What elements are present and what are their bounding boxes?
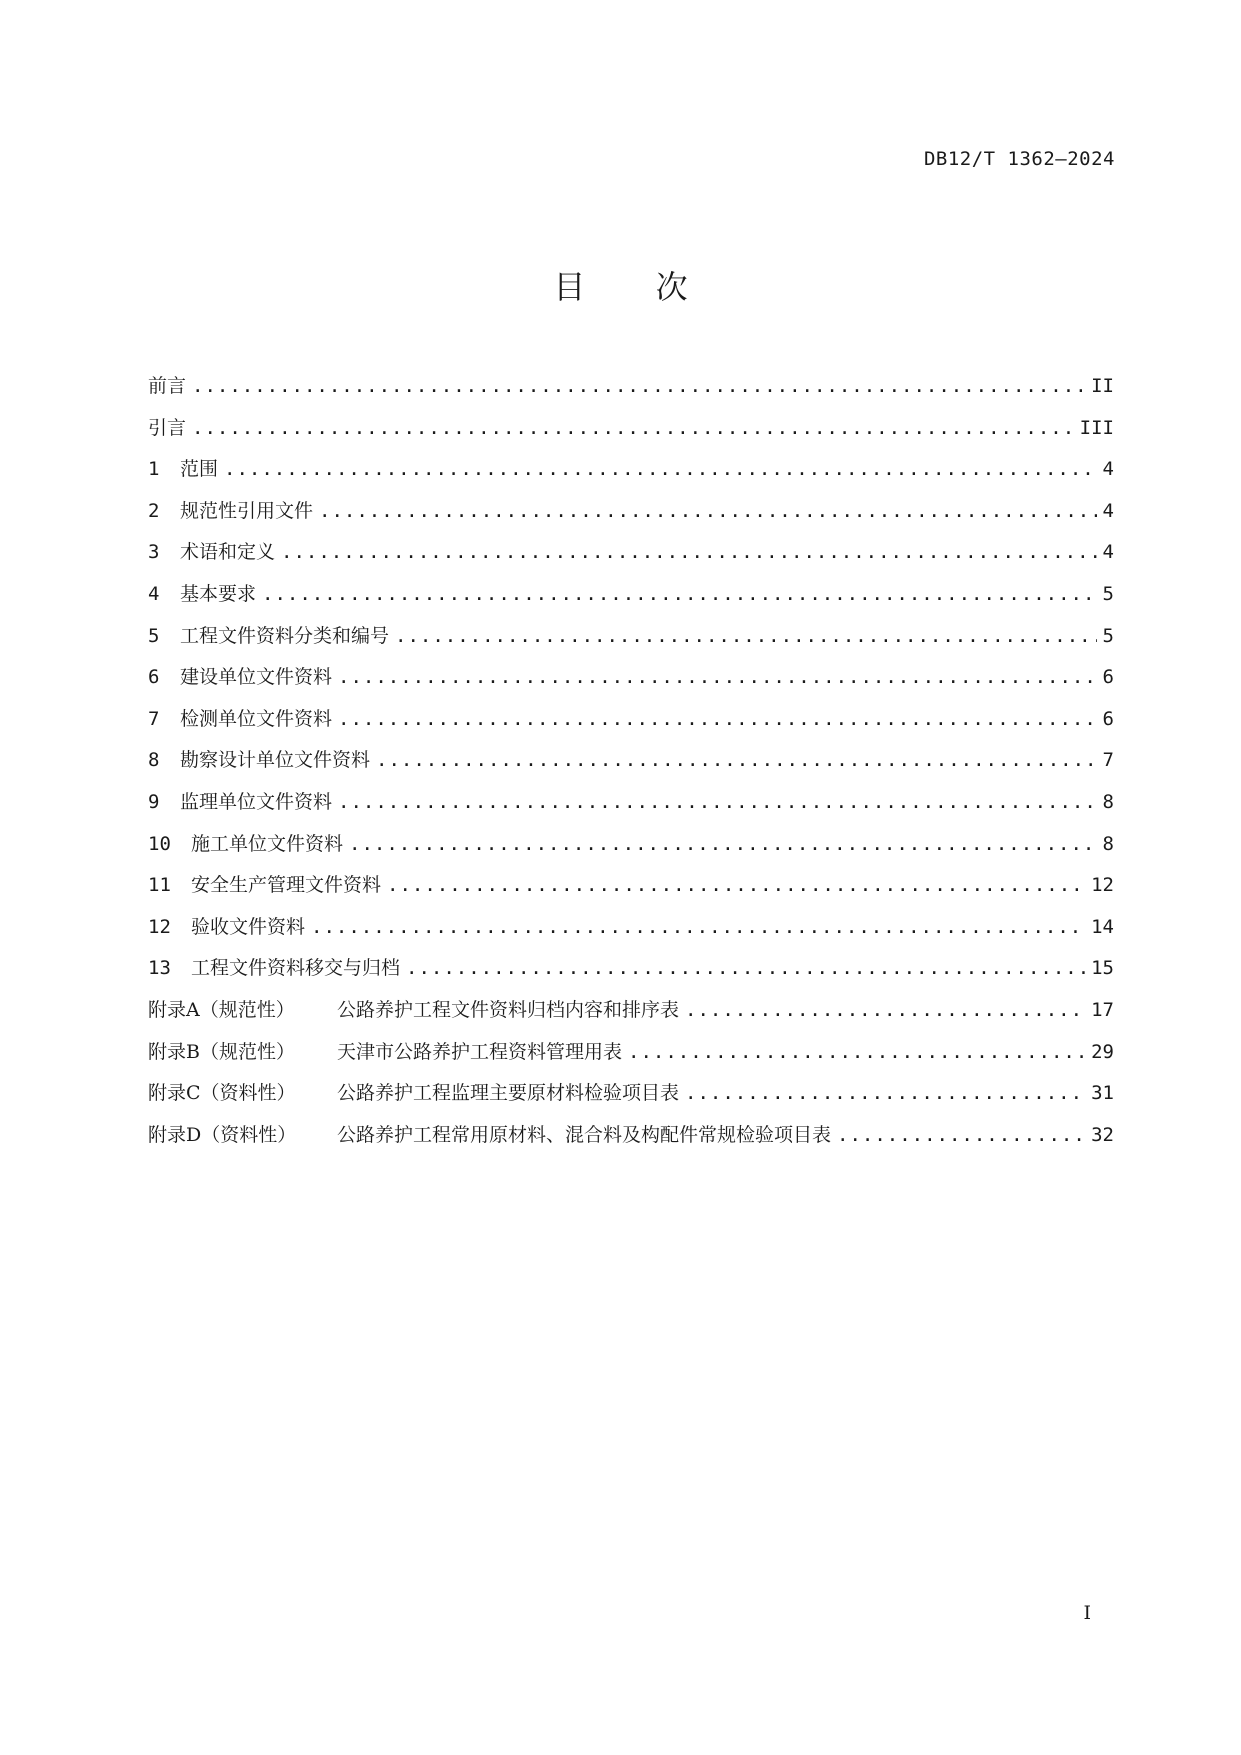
- toc-entry-text: 安全生产管理文件资料: [191, 874, 382, 897]
- toc-entry-number: 5: [148, 624, 160, 647]
- toc-entry-text: 前言: [148, 375, 187, 397]
- toc-entry-page: 5: [1102, 624, 1114, 647]
- toc-entry-section-5[interactable]: [148, 624, 1114, 666]
- toc-entry-appendix-d[interactable]: [148, 1123, 1114, 1165]
- toc-leader-dots: [376, 748, 1097, 772]
- toc-entry-number: 2: [148, 499, 160, 522]
- toc-entry-page: 14: [1091, 915, 1114, 938]
- toc-entry-number: 4: [148, 582, 160, 605]
- toc-entry-introduction[interactable]: [148, 416, 1114, 458]
- toc-entry-text: 施工单位文件资料: [191, 832, 344, 855]
- toc-entry-number: 9: [148, 790, 160, 813]
- toc-leader-dots: [685, 998, 1085, 1022]
- toc-leader-dots: [319, 499, 1097, 523]
- toc-entry-page: III: [1079, 416, 1114, 439]
- page-number: I: [1083, 1602, 1091, 1624]
- toc-entry-page: 29: [1091, 1040, 1114, 1063]
- toc-entry-text: 范围: [180, 458, 219, 481]
- toc-entry-text: 监理单位文件资料: [180, 790, 333, 813]
- toc-entry-text: 检测单位文件资料: [180, 707, 333, 730]
- toc-leader-dots: [262, 582, 1097, 606]
- toc-leader-dots: [338, 707, 1097, 731]
- toc-leader-dots: [395, 624, 1097, 648]
- toc-entry-number: 8: [148, 749, 160, 772]
- toc-entry-section-6[interactable]: [148, 665, 1114, 707]
- toc-entry-number: 1: [148, 458, 160, 481]
- toc-entry-section-4[interactable]: [148, 582, 1114, 624]
- toc-leader-dots: [406, 956, 1085, 980]
- toc-entry-text: 工程文件资料分类和编号: [180, 624, 390, 647]
- toc-entry-number: 11: [148, 874, 171, 897]
- toc-entry-page: 7: [1102, 749, 1114, 772]
- toc-entry-page: 17: [1091, 998, 1114, 1021]
- toc-entry-section-11[interactable]: [148, 873, 1114, 915]
- toc-entry-number: 3: [148, 541, 160, 564]
- toc-entry-text: 术语和定义: [180, 541, 276, 564]
- toc-entry-page: 32: [1091, 1123, 1114, 1146]
- toc-entry-text: 公路养护工程常用原材料、混合料及构配件常规检验项目表: [337, 1123, 832, 1146]
- toc-entry-section-12[interactable]: [148, 915, 1114, 957]
- toc-entry-section-1[interactable]: [148, 457, 1114, 499]
- toc-entry-text: 建设单位文件资料: [180, 666, 333, 689]
- toc-entry-number: 12: [148, 915, 171, 938]
- toc-leader-dots: [837, 1123, 1085, 1147]
- toc-entry-section-10[interactable]: [148, 832, 1114, 874]
- toc-entry-number: 附录A（规范性）: [148, 998, 295, 1021]
- toc-entry-page: 4: [1102, 541, 1114, 564]
- toc-entry-section-8[interactable]: [148, 748, 1114, 790]
- toc-entry-page: 5: [1102, 582, 1114, 605]
- toc-entry-section-2[interactable]: [148, 499, 1114, 541]
- toc-entry-text: 规范性引用文件: [180, 499, 314, 522]
- toc-entry-page: 4: [1102, 499, 1114, 522]
- toc-entry-page: 12: [1091, 874, 1114, 897]
- toc-entry-section-9[interactable]: [148, 790, 1114, 832]
- toc-leader-dots: [628, 1040, 1085, 1064]
- toc-entry-text: 公路养护工程监理主要原材料检验项目表: [337, 1082, 680, 1105]
- toc-entry-number: 附录D（资料性）: [148, 1123, 297, 1146]
- toc-entry-page: 15: [1091, 957, 1114, 980]
- toc-entry-number: 附录B（规范性）: [148, 1040, 295, 1063]
- toc-entry-number: 13: [148, 957, 171, 980]
- document-code: DB12/T 1362—2024: [923, 148, 1115, 170]
- toc-leader-dots: [224, 457, 1097, 481]
- toc-leader-dots: [192, 416, 1074, 440]
- toc-entry-appendix-c[interactable]: [148, 1081, 1114, 1123]
- table-of-contents: [148, 374, 1114, 1164]
- toc-entry-page: 31: [1091, 1082, 1114, 1105]
- toc-leader-dots: [349, 832, 1097, 856]
- toc-entry-page: 6: [1102, 707, 1114, 730]
- toc-entry-text: 公路养护工程文件资料归档内容和排序表: [337, 998, 680, 1021]
- toc-leader-dots: [338, 790, 1097, 814]
- toc-entry-text: 天津市公路养护工程资料管理用表: [337, 1040, 623, 1063]
- toc-leader-dots: [311, 915, 1085, 939]
- toc-entry-text: 基本要求: [180, 582, 257, 605]
- toc-entry-section-3[interactable]: [148, 540, 1114, 582]
- toc-entry-text: 工程文件资料移交与归档: [191, 957, 401, 980]
- toc-entry-page: 8: [1102, 832, 1114, 855]
- toc-entry-text: 勘察设计单位文件资料: [180, 749, 371, 772]
- toc-entry-page: 4: [1102, 458, 1114, 481]
- toc-entry-number: 7: [148, 707, 160, 730]
- toc-entry-appendix-a[interactable]: [148, 998, 1114, 1040]
- toc-entry-section-7[interactable]: [148, 707, 1114, 749]
- toc-entry-page: II: [1091, 375, 1114, 397]
- page-title: 目 次: [553, 268, 718, 306]
- toc-leader-dots: [685, 1081, 1085, 1105]
- toc-entry-section-13[interactable]: [148, 956, 1114, 998]
- toc-entry-text: 验收文件资料: [191, 915, 306, 938]
- toc-entry-number: 6: [148, 666, 160, 689]
- toc-leader-dots: [338, 665, 1097, 689]
- toc-entry-text: 引言: [148, 416, 187, 439]
- toc-leader-dots: [281, 540, 1097, 564]
- toc-leader-dots: [192, 374, 1085, 398]
- toc-entry-number: 10: [148, 832, 171, 855]
- toc-entry-appendix-b[interactable]: [148, 1040, 1114, 1082]
- toc-leader-dots: [387, 873, 1085, 897]
- toc-entry-number: 附录C（资料性）: [148, 1082, 296, 1105]
- toc-entry-page: 6: [1102, 666, 1114, 689]
- toc-entry-foreword[interactable]: [148, 374, 1114, 416]
- toc-entry-page: 8: [1102, 790, 1114, 813]
